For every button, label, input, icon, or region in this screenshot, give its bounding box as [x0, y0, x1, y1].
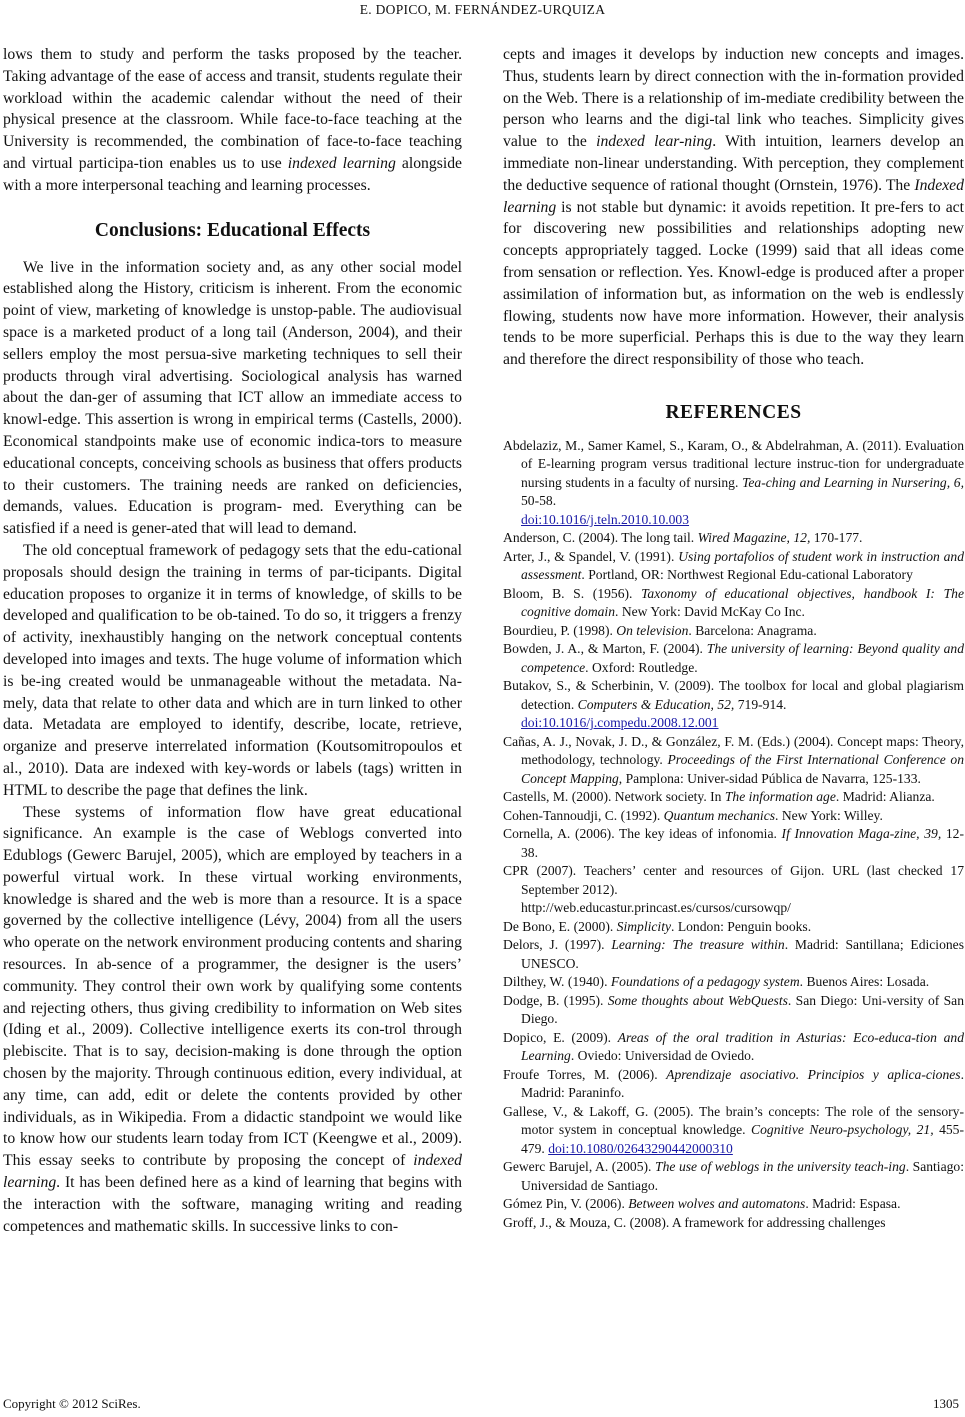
right-column [503, 44, 964, 1232]
reference-title: Taxonomy of educational objectives, handbook I: The cognitive domain [521, 585, 964, 620]
reference-item [503, 529, 964, 548]
emphasis: Indexed learning [503, 176, 964, 216]
reference-item [503, 825, 964, 862]
reference-text: . San Diego: Uni-versity of San Diego. [521, 992, 964, 1027]
copyright-notice: Copyright © 2012 SciRes. [3, 1396, 141, 1411]
reference-text: . Barcelona: Anagrama. [688, 622, 817, 638]
reference-text: . Santiago: Universidad de Santiago. [521, 1159, 964, 1193]
reference-text: . New York: Willey. [775, 807, 883, 823]
reference-title: Between wolves and automatons [628, 1196, 806, 1212]
emphasis: indexed learning [287, 154, 396, 172]
doi-link[interactable]: doi:10.1016/j.compedu.2008.12.001 [521, 715, 719, 731]
reference-item [503, 1066, 964, 1103]
text-run: . It has been defined here as a kind of learning that begins with the interaction with the software, managing writing and reading competences and mathematic skills. In successive links to con- [3, 1174, 462, 1235]
reference-title: Computers & Education, 52, [577, 696, 735, 712]
reference-text: . Portland, OR: Northwest Regional Edu-cational Laboratory [581, 567, 913, 583]
text-run: is not stable but dynamic: it avoids repetition. It pre-fers to act for discovering new possibilities and relationships adopting new concepts appropriately tagged. Locke (1999) said that all ideas come from sensation or reflection. Yes. Knowl-edge is produced after a proper assimilation of information but, as information on the web is endlessly flowing, students now have more information. However, their analysis tends to be more superficial. Perhaps this is due to the way they learn and therefore the direct responsibility of those who teach. [503, 198, 964, 369]
reference-text: . Oviedo: Universidad de Oviedo. [570, 1048, 755, 1064]
reference-text: Cornella, A. (2006). The key ideas of infonomia. [503, 826, 782, 842]
reference-item [503, 973, 964, 992]
text-run: alongside with a more interpersonal teaching and learning processes. [3, 154, 462, 194]
reference-text: Cañas, A. J., Novak, J. D., & González, F. M. (Eds.) (2004). Concept maps: Theory, methodology, technology. [503, 733, 964, 768]
reference-text: 170-177. [810, 530, 863, 546]
reference-item [503, 788, 964, 807]
reference-title: Simplicity [616, 918, 672, 934]
reference-title: Learning: The treasure within [611, 937, 785, 953]
reference-text: Bloom, B. S. (1956). [503, 585, 642, 601]
reference-text: . Oxford: Routledge. [585, 659, 698, 675]
reference-item [503, 622, 964, 641]
reference-text: Delors, J. (1997). [503, 937, 612, 953]
reference-text: Arter, J., & Spandel, V. (1991). [503, 548, 679, 564]
reference-item [503, 918, 964, 937]
reference-text: Froufe Torres, M. (2006). [503, 1066, 667, 1082]
reference-title: The university of learning: Beyond quality and competence [521, 641, 965, 675]
reference-text: Dodge, B. (1995). [503, 992, 608, 1008]
text-run: lows them to study and perform the tasks proposed by the teacher. Taking advantage of the ease of access and transit, students regulate their workload within the academic calendar without the need of their physical presence at the classroom. While face-to-face teaching at the University is recommended, the combination of face-to-face teaching and virtual participa-tion enables us to use [3, 46, 462, 172]
reference-title: Using portafolios of student work in instruction and assessment [521, 548, 964, 583]
reference-item [503, 640, 964, 677]
reference-item [503, 1103, 964, 1159]
reference-title: Tea-ching and Learning in Nurserin​g, 6, [742, 474, 964, 490]
reference-title: Proceedings of the First International Conference on Concept Mapping [521, 752, 964, 786]
reference-text: Anderson, C. (2004). The long tail. [503, 530, 698, 546]
section-heading: Conclusions: Educational Effects [94, 219, 371, 241]
reference-text: Groff, J., & Mouza, C. (2008). A framework for addressing challenges [503, 1214, 886, 1230]
reference-text: . New York: David McKay Co Inc. [615, 604, 805, 620]
reference-item [503, 548, 964, 585]
emphasis: indexed learning [3, 1152, 462, 1192]
doi-link[interactable]: doi:10.1016/j.teln.2010.10.003 [521, 511, 690, 527]
reference-title: If Innovation Maga-zine, 39, [781, 826, 942, 842]
paragraph [3, 44, 462, 197]
reference-text: Gewerc Barujel, A. (2005). [503, 1159, 656, 1175]
reference-title: Wired Magazine, 12, [697, 530, 811, 546]
reference-title: Foundations of a pedagogy system [610, 974, 800, 990]
reference-title: Quantum mechanics [663, 807, 776, 823]
reference-text: De Bono, E. (2000). [503, 918, 617, 934]
reference-text: Gallese, V., & Lakoff, G. (2005). The brain’s concepts: The role of the sensory-motor system in conceptual knowledge. [503, 1103, 964, 1138]
text-run: cepts and images it develops by induction new concepts and images. Thus, students learn by direct connection with the in-formation provided on the Web. There is a relationship of im-mediate credibility between the person who learns and the digi-tal link who teaches. Simplicity gives value to the [503, 46, 964, 151]
reference-title: Some thoughts about WebQuests [607, 992, 788, 1008]
reference-title: Aprendizaje asociativo. Principios y aplica-ciones [666, 1066, 961, 1082]
reference-text: . Madrid: Santillana; Ediciones UNESCO. [521, 937, 964, 971]
reference-text: 719-914. [734, 696, 787, 712]
text-run: These systems of information flow have great educational significance. An example is the case of Weblogs converted into Edublogs (Gewerc Barujel, 2005), which are employed by teachers in a powerful virtual work. In these virtual working environments, knowledge is shared and the web is more than a resource. It is a space governed by the collective intelligence (Lévy, 2004) from all the users who operate on the network environment producing contents and sharing resources. In ab-sence of a programmer, the designer is the users’ community. They control their own work by qualifying some contents and rejecting others, thus giving credibility to information on Web sites (Iding et al., 2009). Collective intelligence exerts its con-trol through plebiscite. That is to say, decision-making is done through the option chosen by the majority. Through continuous edition, every individual, at any time, can add, edit or delete the contents provided by other individuals, as in Wikipedia. From a didactic standpoint we would like to know how our students learn today from ICT (Keengwe et al., 2009). This essay seeks to contribute by proposing the concept of [3, 803, 462, 1170]
reference-item [503, 1029, 964, 1066]
reference-item [503, 1195, 964, 1214]
reference-text: , Pamplona: Univer-sidad Pública de Navarra, 125-133. [618, 770, 921, 786]
reference-text: 12-38. [521, 826, 964, 860]
paragraph [3, 802, 462, 1238]
reference-title: The use of weblogs in the university teach-ing [655, 1159, 906, 1175]
reference-text: Bourdieu, P. (1998). [503, 622, 617, 638]
reference-text: . Buenos Aires: Losada. [799, 974, 930, 990]
reference-list [503, 437, 964, 1233]
reference-title: The information age [724, 789, 836, 805]
reference-title: Cognitive Neuro-psychology, 21, [751, 1122, 934, 1138]
reference-text: Gómez Pin, V. (2006). [503, 1196, 629, 1212]
reference-url[interactable]: http://web.educastur.princast.es/cursos/cursowqp/ [521, 900, 791, 916]
reference-text: 455-479. [521, 1122, 964, 1156]
reference-text: Cohen-Tannoudji, C. (1992). [503, 807, 664, 823]
reference-text: Dopico, E. (2009). [503, 1029, 618, 1045]
reference-text: . London: Penguin books. [671, 918, 812, 934]
reference-text: Butakov, S., & Scherbinin, V. (2009). The toolbox for local and global plagiarism detection. [503, 678, 964, 712]
reference-text: CPR (2007). Teachers’ center and resources of Gijon. URL (last checked 17 September 2012). [503, 863, 964, 897]
reference-item [503, 733, 964, 789]
reference-item [503, 862, 964, 918]
reference-title: On television [616, 622, 689, 638]
paragraph: We live in the information society and, as any other social model established along the History, criticism is inherent. From the economic point of view, marketing of knowledge is unstop-pable. The audiovisual space is a marketed product of a long tail (Anderson, 2004), and their sellers employ the most persua-sive marketing techniques to sell their products through viral advertising. Sociological analysis has warned about the dan-ger of assuming that ICT allow an immediate access to knowl-edge. This assertion is wrong in empirical terms (Castells, 2000). Economical standpoints make use of economic indica-tors to measure educational concepts, conceiving schools as business that offers products to their customers. The training needs are ranked on deficiencies, demands, values. Education is program- med. Everything can be satisfied if a need is gener-ated that will lead to demand. [3, 258, 462, 538]
running-header: E. DOPICO, M. FERNÁNDEZ-URQUIZA [359, 2, 606, 17]
doi-link[interactable]: doi:10.1080/02643290442000310 [548, 1140, 733, 1156]
reference-item [503, 585, 964, 622]
reference-item [503, 936, 964, 973]
page-number: 1305 [933, 1396, 959, 1411]
reference-text: . Madrid: Paraninfo. [521, 1066, 964, 1101]
reference-title: Areas of the oral tradition in Asturias: Eco-educa-tion and Learning [521, 1029, 964, 1064]
reference-item [503, 437, 964, 530]
reference-item [503, 1214, 964, 1233]
reference-text: . Madrid: Alianza. [835, 789, 935, 805]
text-run: . With intuition, learners develop an immediate non-linear understanding. With perception, they complement the deductive sequence of rational thought (Ornstein, 1976). The [503, 133, 965, 194]
references-heading: REFERENCES [665, 401, 802, 423]
paragraph [503, 44, 964, 371]
reference-item [503, 1158, 964, 1195]
emphasis: indexed lear-ning [596, 133, 713, 151]
reference-text: 50-58. [521, 493, 557, 509]
reference-item [503, 992, 964, 1029]
reference-text: . Madrid: Espasa. [805, 1196, 901, 1212]
reference-item [503, 807, 964, 826]
reference-text: Dilthey, W. (1940). [503, 974, 611, 990]
left-column [3, 44, 462, 1237]
paragraph: The old conceptual framework of pedagogy sets that the edu-cational proposals should design the training in terms of par-ticipants. Digital education proposes to organize it in terms of knowledge, of skills to be developed and qualification to be ob-tained. To do so, it triggers a frenzy of activity, inexhaustibly hanging on the network conceptual contents developed into images and texts. The huge volume of information which is be-ing created would be unmanageable without the metadata. Na-mely, data that relate to other data and which are in turn linked to other data. Metadata are employed to identify, describe, locate, retrieve, organize and preserve interrelated information (Koutsomitropoulos et al., 2010). Data are indexed with key-words or labels (tags) written in HTML to describe the page that defines the link. [3, 541, 462, 799]
reference-text: Castells, M. (2000). Network society. In [503, 789, 725, 805]
reference-text: Abdelaziz, M., Samer Kamel, S., Karam, O., & Abdelrahman, A. (2011). Evaluation of E-learning program versus traditional lecture instruc-tion for undergraduate nursing students in a faculty of nursing. [503, 437, 964, 490]
reference-item [503, 677, 964, 733]
reference-text: Bowden, J. A., & Marton, F. (2004). [503, 641, 707, 657]
